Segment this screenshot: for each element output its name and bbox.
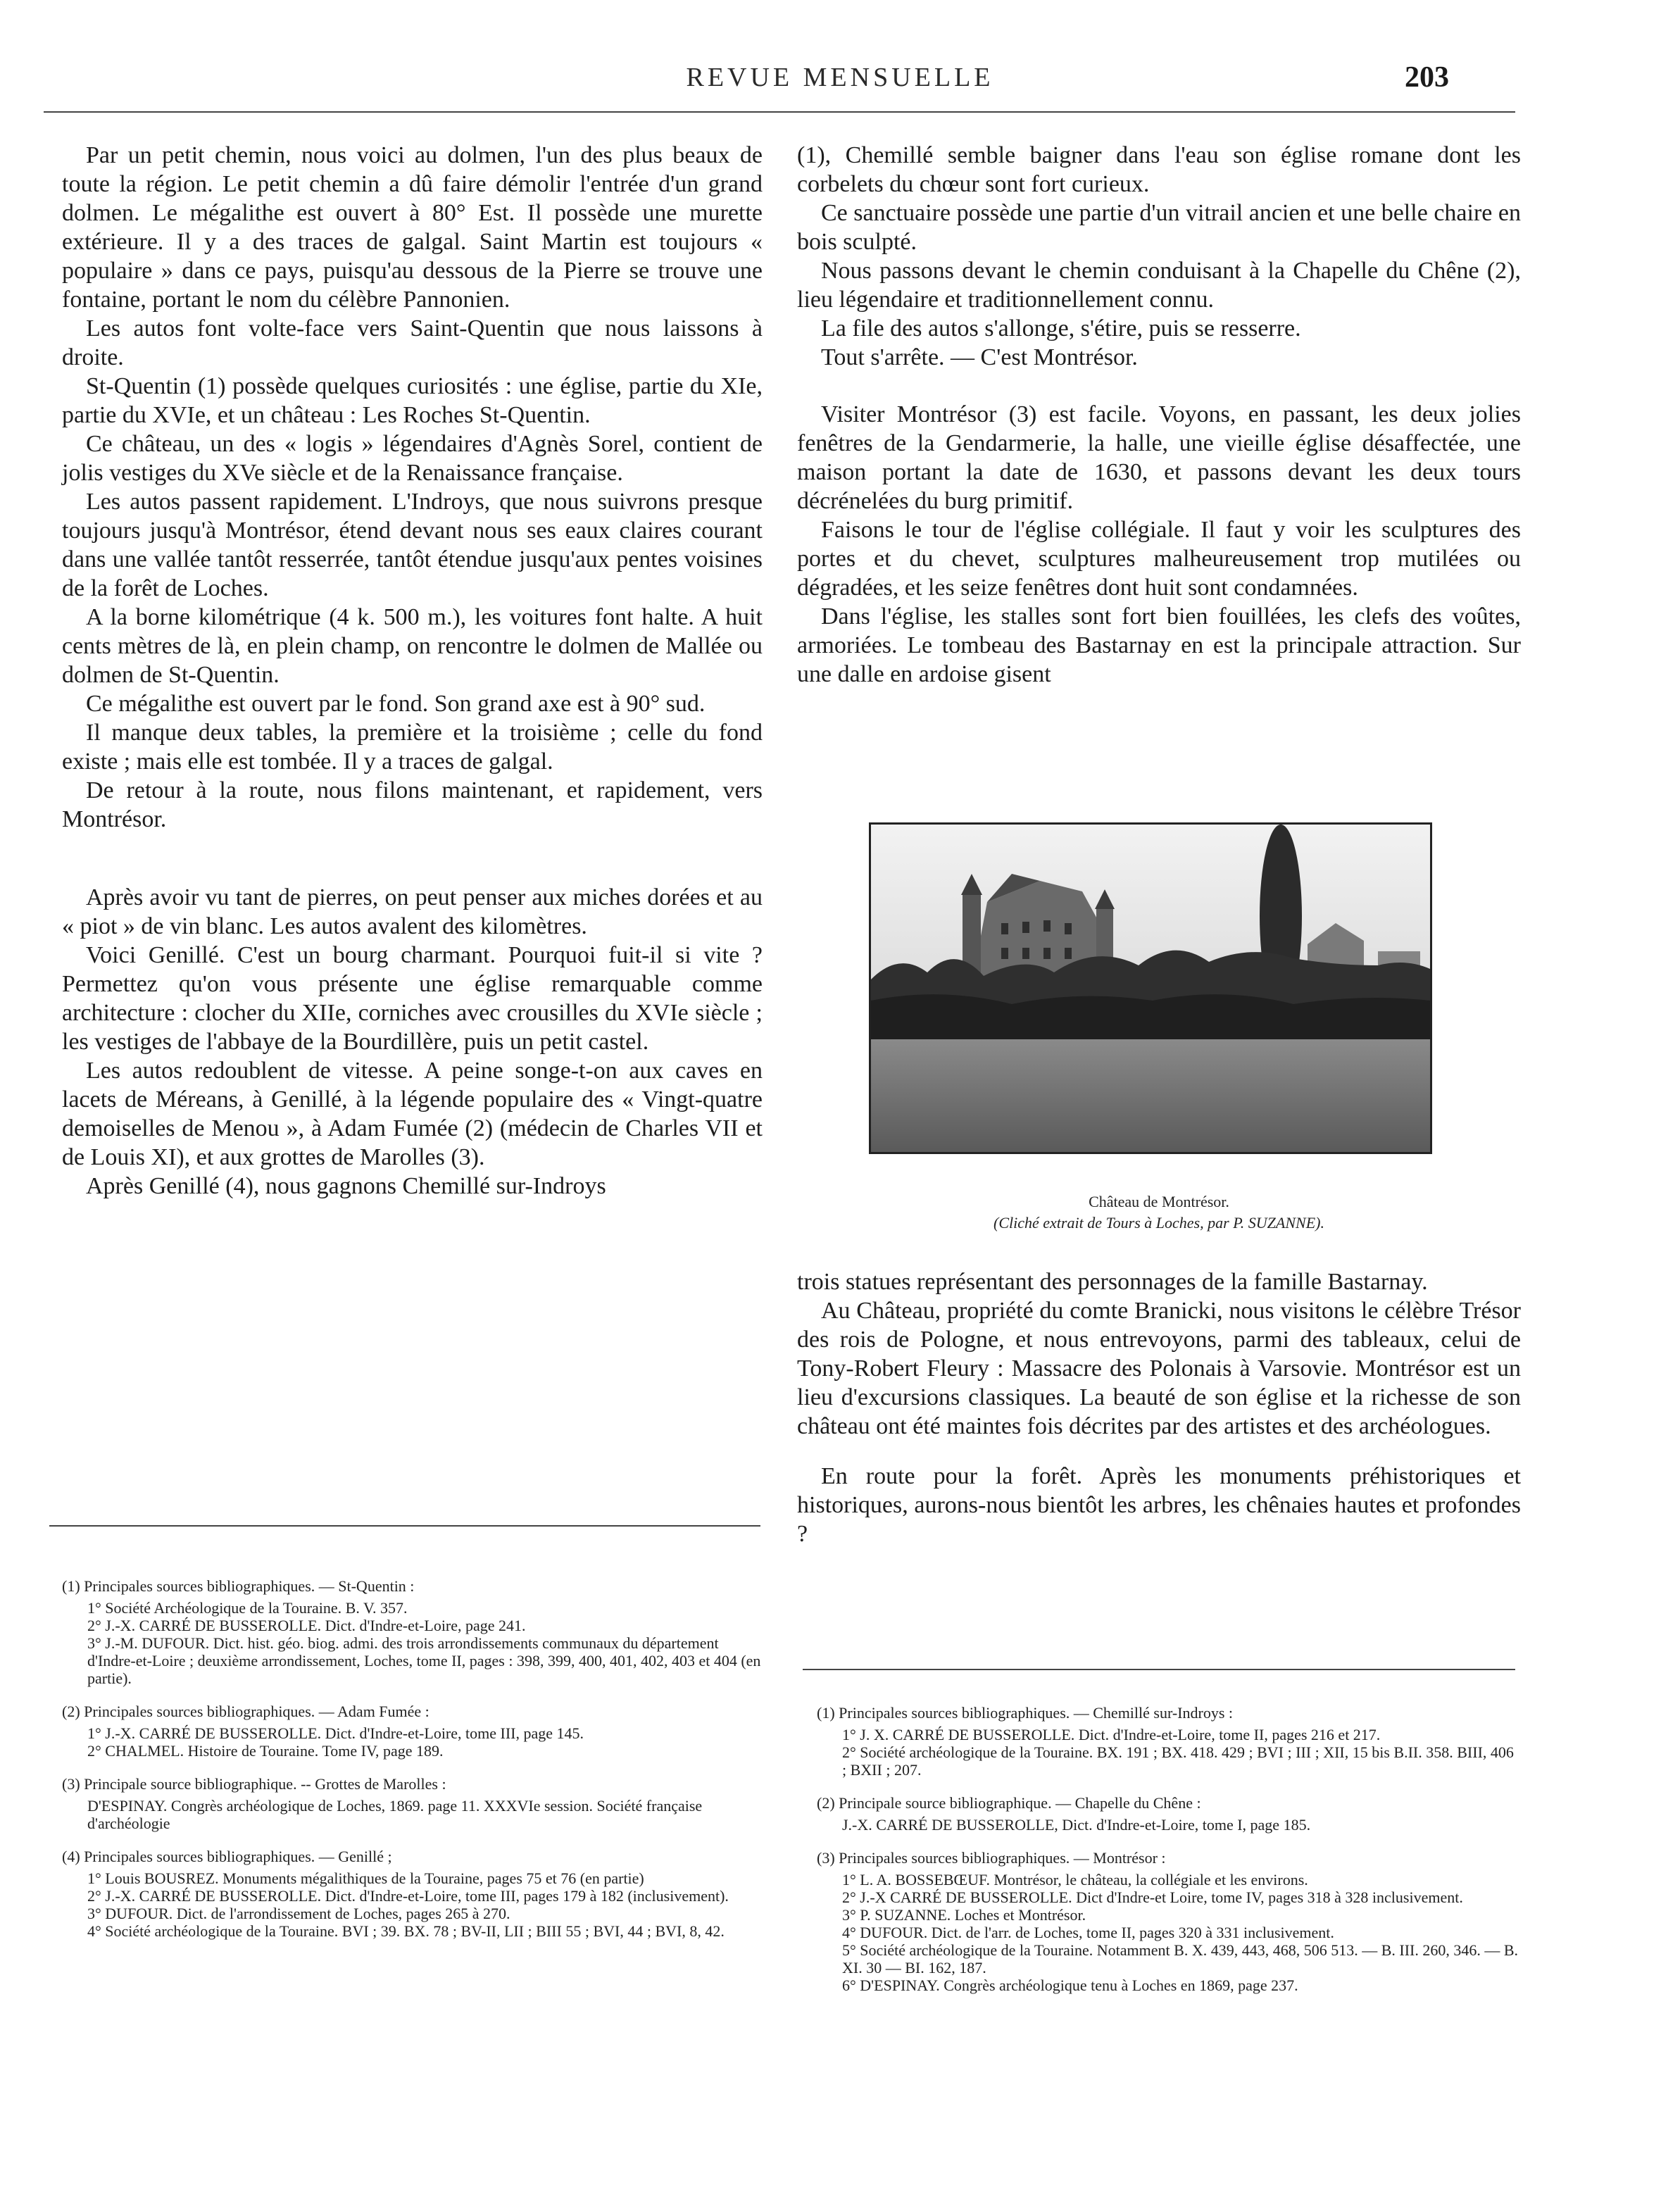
paragraph: Voici Genillé. C'est un bourg charmant. Pourquoi fuit-il si vite ? Permettez qu'on vous présente une église remarquable comme architecture : clocher du XIIe, corniches avec crousilles du XVIe siècle ; les vestiges de l'abbaye de la Bourdillère, puis un petit castel. xyxy=(62,942,763,1055)
paragraph: A la borne kilométrique (4 k. 500 m.), les voitures font halte. A huit cents mètres de là, en plein champ, on rencontre le dolmen de Mallée ou dolmen de St-Quentin. xyxy=(62,604,763,688)
footnote-item: 3° P. SUZANNE. Loches et Montrésor. xyxy=(842,1906,1086,1924)
chateau-photo-image xyxy=(871,825,1430,1152)
paragraph: Faisons le tour de l'église collégiale. Il faut y voir les sculptures des portes et du chevet, sculptures malheureusement trop mutilées ou dégradées, et les seize fenêtres dont huit sont condamnées. xyxy=(797,517,1521,601)
paragraph: trois statues représentant des personnages de la famille Bastarnay. xyxy=(797,1269,1428,1295)
footnote-item: D'ESPINAY. Congrès archéologique de Loches, 1869. page 11. XXXVIe session. Société française d'archéologie xyxy=(87,1797,703,1832)
photo-caption xyxy=(797,1191,1521,1234)
paragraph: Les autos passent rapidement. L'Indroys, que nous suivrons presque toujours jusqu'à Montrésor, étend devant nous ses eaux claires courant dans une vallée tantôt resserrée, tantôt étendue jusqu'aux pentes voisines de la forêt de Loches. xyxy=(62,489,763,601)
footnote-item: 4° DUFOUR. Dict. de l'arr. de Loches, tome II, pages 320 à 331 inclusivement. xyxy=(842,1924,1334,1941)
footnote-item: J.-X. CARRÉ DE BUSSEROLLE, Dict. d'Indre-et-Loire, tome I, page 185. xyxy=(842,1816,1311,1834)
footnote xyxy=(62,1577,763,1687)
footnote-item: 2° Société archéologique de la Touraine. BX. 191 ; BX. 418. 429 ; BVI ; III ; XII, 15 bis B.II. 358. BIII, 406 ; BXII ; 207. xyxy=(842,1743,1514,1779)
left-column xyxy=(62,141,763,1201)
paragraph: Ce château, un des « logis » légendaires d'Agnès Sorel, contient de jolis vestiges du XVe siècle et de la Renaissance française. xyxy=(62,431,763,486)
paragraph: Visiter Montrésor (3) est facile. Voyons, en passant, les deux jolies fenêtres de la Gendarmerie, la halle, une vieille église désaffectée, une maison portant la date de 1630, et passons devant les deux tours décrénelées du burg primitif. xyxy=(797,401,1521,514)
footnote-item: 2° J.-X. CARRÉ DE BUSSEROLLE. Dict. d'Indre-et-Loire, page 241. xyxy=(87,1617,526,1634)
footnote-heading: (2) Principale source bibliographique. — Chapelle du Chêne : xyxy=(817,1794,1201,1812)
paragraph: Ce mégalithe est ouvert par le fond. Son grand axe est à 90° sud. xyxy=(86,691,706,717)
footnote-rule-left xyxy=(49,1525,760,1527)
paragraph: Il manque deux tables, la première et la troisième ; celle du fond existe ; mais elle est tombée. Il y a traces de galgal. xyxy=(62,720,763,775)
header-rule xyxy=(44,111,1515,113)
paragraph: Par un petit chemin, nous voici au dolmen, l'un des plus beaux de toute la région. Le petit chemin a dû faire démolir l'entrée d'un grand dolmen. Le mégalithe est ouvert à 80° Est. Il possède une murette extérieure. Il y a des traces de galgal. Saint Martin est toujours « populaire » dans ce pays, puisqu'au dessous de la Pierre se trouve une fontaine, portant le nom du célèbre Pannonien. xyxy=(62,142,763,313)
paragraph: Après Genillé (4), nous gagnons Chemillé sur-Indroys xyxy=(86,1173,606,1199)
section-gap xyxy=(62,834,763,883)
paragraph: Dans l'église, les stalles sont fort bien fouillées, les clefs des voûtes, armoriées. Le tombeau des Bastarnay en est la principale attraction. Sur une dalle en ardoise gisent xyxy=(797,603,1521,687)
paragraph: Les autos redoublent de vitesse. A peine songe-t-on aux caves en lacets de Méreans, à Genillé, à la légende populaire des « Vingt-quatre demoiselles de Menou », à Adam Fumée (2) (médecin de Charles VII et de Louis XI), et aux grottes de Marolles (3). xyxy=(62,1058,763,1170)
footnote-item: 2° J.-X. CARRÉ DE BUSSEROLLE. Dict. d'Indre-et-Loire, tome III, pages 179 à 182 (inclusivement). xyxy=(87,1887,729,1905)
footnote xyxy=(62,1848,763,1940)
footnote-item: 5° Société archéologique de la Touraine. Notamment B. X. 439, 443, 468, 506 513. — B. III. 260, 346. — B. XI. 30 — BI. 162, 187. xyxy=(842,1941,1519,1976)
footnote-heading: (3) Principales sources bibliographiques. — Montrésor : xyxy=(817,1849,1166,1867)
footnote-heading: (1) Principales sources bibliographiques. — Chemillé sur-Indroys : xyxy=(817,1704,1234,1722)
footnote-item: 2° J.-X CARRÉ DE BUSSEROLLE. Dict d'Indre-et Loire, tome IV, pages 318 à 328 inclusivement. xyxy=(842,1888,1463,1906)
paragraph: Après avoir vu tant de pierres, on peut penser aux miches dorées et au « piot » de vin blanc. Les autos avalent des kilomètres. xyxy=(62,884,763,939)
footnote-item: 1° J.-X. CARRÉ DE BUSSEROLLE. Dict. d'Indre-et-Loire, tome III, page 145. xyxy=(87,1724,584,1742)
footnote-item: 6° D'ESPINAY. Congrès archéologique tenu à Loches en 1869, page 237. xyxy=(842,1976,1298,1994)
page-number: 203 xyxy=(1405,61,1449,94)
paragraph: Nous passons devant le chemin conduisant à la Chapelle du Chêne (2), lieu légendaire et traditionnellement connu. xyxy=(797,258,1521,313)
footnote-item: 1° J. X. CARRÉ DE BUSSEROLLE. Dict. d'Indre-et-Loire, tome II, pages 216 et 217. xyxy=(842,1726,1381,1743)
paragraph: Ce sanctuaire possède une partie d'un vitrail ancien et une belle chaire en bois sculpté. xyxy=(797,200,1521,255)
footnote-rule-right xyxy=(803,1669,1515,1670)
footnote xyxy=(817,1794,1521,1834)
paragraph: Les autos font volte-face vers Saint-Quentin que nous laissons à droite. xyxy=(62,315,763,370)
footnote-item: 1° Louis BOUSREZ. Monuments mégalithiques de la Touraine, pages 75 et 76 (en partie) xyxy=(87,1869,644,1887)
paragraph: La file des autos s'allonge, s'étire, puis se resserre. xyxy=(821,315,1301,342)
footnote-heading: (4) Principales sources bibliographiques. — Genillé ; xyxy=(62,1848,392,1865)
footnote xyxy=(817,1704,1521,1779)
footnote xyxy=(817,1849,1521,1994)
footnote-heading: (2) Principales sources bibliographiques. — Adam Fumée : xyxy=(62,1703,430,1720)
paragraph: Tout s'arrête. — C'est Montrésor. xyxy=(821,344,1138,370)
paragraph: En route pour la forêt. Après les monuments préhistoriques et historiques, aurons-nous bientôt les arbres, les chênaies hautes et profondes ? xyxy=(797,1463,1521,1547)
right-column-top xyxy=(797,141,1521,689)
section-gap xyxy=(797,1441,1521,1462)
caption-credit: (Cliché extrait de Tours à Loches, par P. SUZANNE). xyxy=(993,1214,1324,1232)
section-gap xyxy=(797,372,1521,400)
running-header-title: REVUE MENSUELLE xyxy=(686,63,994,92)
footnote-item: 2° CHALMEL. Histoire de Touraine. Tome IV, page 189. xyxy=(87,1742,444,1760)
paragraph: St-Quentin (1) possède quelques curiosités : une église, partie du XIe, partie du XVIe, et un château : Les Roches St-Quentin. xyxy=(62,373,763,428)
footnote-item: 1° Société Archéologique de la Touraine. B. V. 357. xyxy=(87,1599,408,1617)
footnotes-right xyxy=(817,1704,1521,2010)
paragraph: (1), Chemillé semble baigner dans l'eau son église romane dont les corbelets du chœur sont fort curieux. xyxy=(797,142,1521,197)
paragraph: De retour à la route, nous filons maintenant, et rapidement, vers Montrésor. xyxy=(62,777,763,832)
footnote-item: 3° J.-M. DUFOUR. Dict. hist. géo. biog. admi. des trois arrondissements communaux du département d'Indre-et-Loire ; deuxième arrondissement, Loches, tome II, pages : 398, 399, 400, 401, 402, 403 et 404 (en partie). xyxy=(87,1634,761,1687)
footnote-heading: (3) Principale source bibliographique. -- Grottes de Marolles : xyxy=(62,1775,446,1793)
chateau-photo xyxy=(869,822,1432,1154)
paragraph: Au Château, propriété du comte Branicki, nous visitons le célèbre Trésor des rois de Pologne, et nous entrevoyons, parmi des tableaux, celui de Tony-Robert Fleury : Massacre des Polonais à Varsovie. Montrésor est un lieu d'excursions classiques. La beauté de son église et la richesse de son château ont été maintes fois décrites par des artistes et des archéologues. xyxy=(797,1298,1521,1439)
footnote-item: 3° DUFOUR. Dict. de l'arrondissement de Loches, pages 265 à 270. xyxy=(87,1905,510,1922)
footnote xyxy=(62,1703,763,1760)
footnote-item: 1° L. A. BOSSEBŒUF. Montrésor, le château, la collégiale et les environs. xyxy=(842,1871,1308,1888)
caption-title: Château de Montrésor. xyxy=(1089,1193,1229,1210)
footnote-item: 4° Société archéologique de la Touraine. BVI ; 39. BX. 78 ; BV-II, LII ; BIII 55 ; BVI, 44 ; BVI, 8, 42. xyxy=(87,1922,725,1940)
footnote xyxy=(62,1775,763,1832)
right-column-bottom xyxy=(797,1267,1521,1548)
footnote-heading: (1) Principales sources bibliographiques. — St-Quentin : xyxy=(62,1577,415,1595)
footnotes-left xyxy=(62,1577,763,1955)
